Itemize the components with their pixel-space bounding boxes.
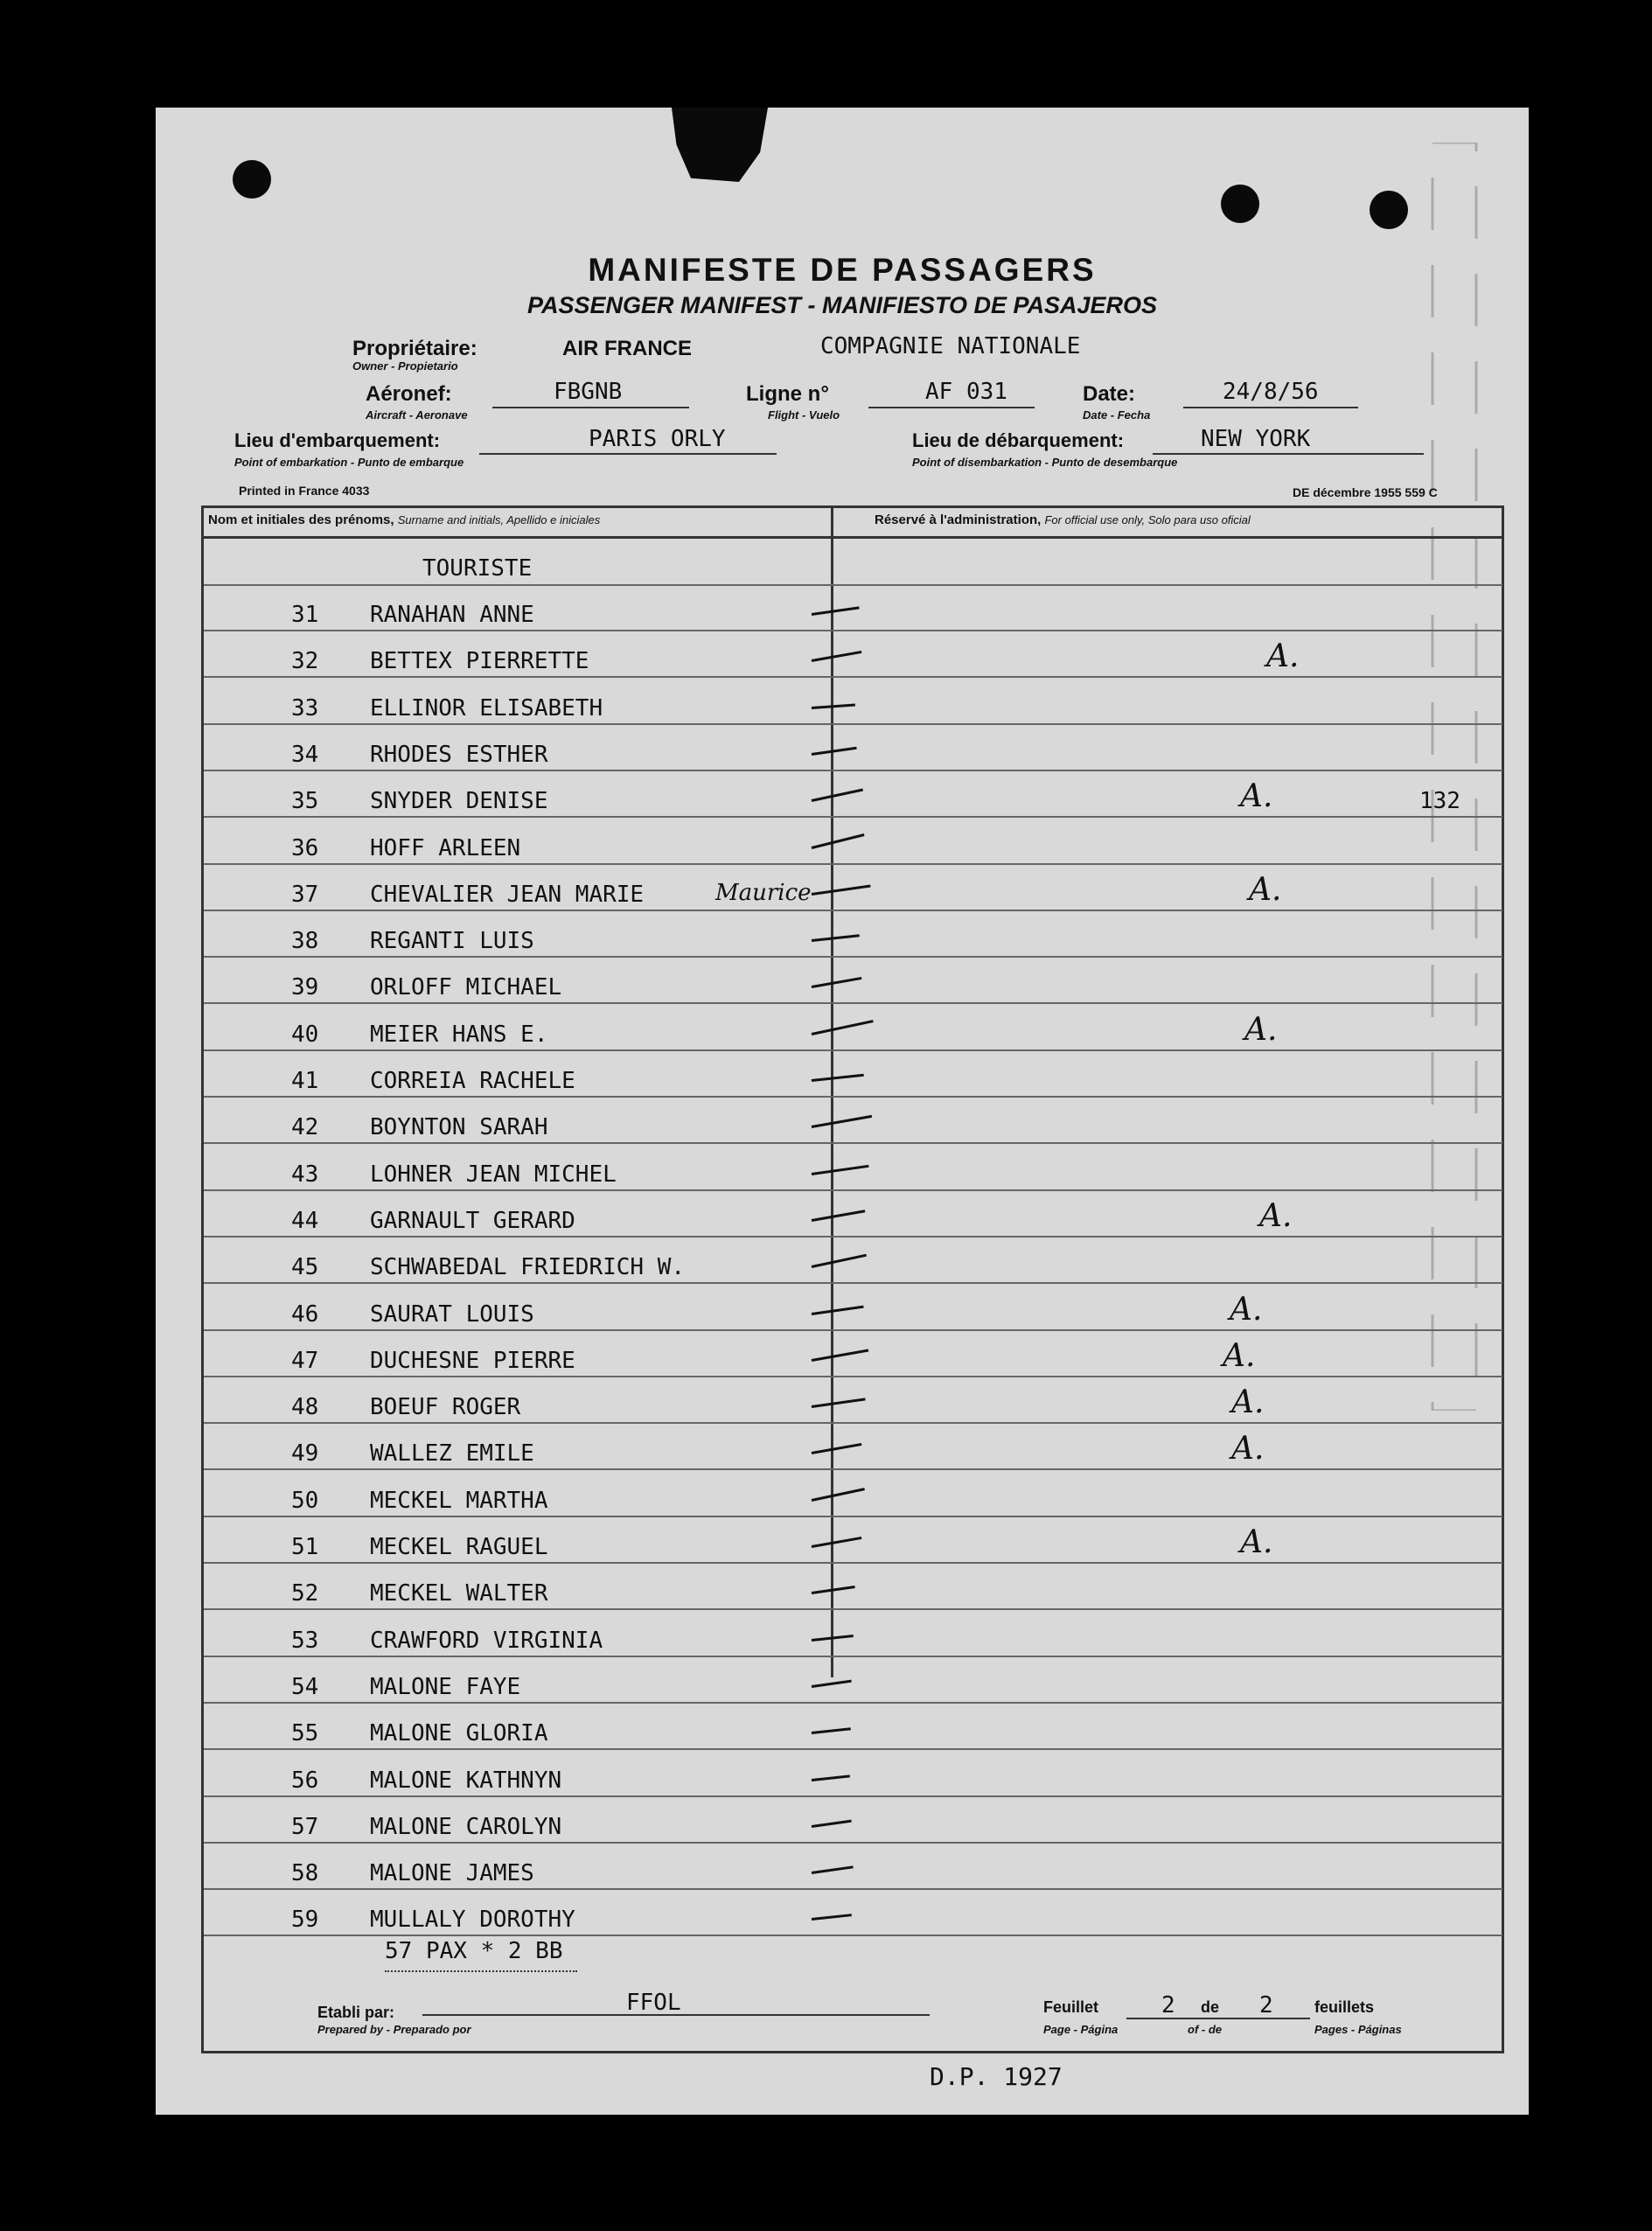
table-row bbox=[204, 680, 1502, 725]
check-tick bbox=[812, 1398, 866, 1408]
flight-label: Ligne n° bbox=[746, 382, 829, 406]
table-row bbox=[204, 1332, 1502, 1377]
check-tick bbox=[812, 1680, 852, 1688]
passenger-name: DUCHESNE PIERRE bbox=[370, 1347, 575, 1374]
passenger-number: 31 bbox=[291, 602, 319, 628]
check-tick bbox=[812, 1443, 862, 1454]
passenger-number: 33 bbox=[291, 694, 319, 722]
passenger-name: MULLALY DOROTHY bbox=[370, 1907, 575, 1934]
document-title: MANIFESTE DE PASSAGERS bbox=[588, 252, 1097, 288]
row-rule bbox=[204, 1329, 1502, 1331]
check-tick bbox=[812, 1349, 869, 1361]
check-tick bbox=[812, 1865, 854, 1874]
check-tick bbox=[812, 1305, 864, 1314]
check-tick bbox=[812, 1819, 852, 1827]
sheet-sublabel-of: of - de bbox=[1188, 2023, 1222, 2036]
table-row bbox=[204, 726, 1502, 771]
check-tick bbox=[812, 606, 860, 616]
passenger-name: BOEUF ROGER bbox=[370, 1394, 521, 1421]
passenger-name: RHODES ESTHER bbox=[370, 741, 548, 768]
name-column-header-italic: Surname and initials, Apellido e iniciales bbox=[397, 513, 601, 526]
admin-mark: A. bbox=[1259, 1197, 1293, 1234]
check-tick bbox=[812, 747, 857, 756]
aircraft-label: Aéronef: bbox=[366, 382, 452, 406]
row-rule bbox=[204, 1608, 1502, 1610]
aircraft-value: FBGNB bbox=[554, 379, 623, 405]
embark-underline bbox=[479, 453, 777, 455]
owner-value: AIR FRANCE bbox=[562, 337, 692, 360]
total-line: 57 PAX * 2 BB bbox=[385, 1938, 563, 1964]
sheet-sublabel: Page - Página bbox=[1043, 2023, 1119, 2036]
passenger-name: HOFF ARLEEN bbox=[370, 834, 521, 861]
passenger-number: 41 bbox=[291, 1068, 319, 1094]
passenger-number: 35 bbox=[291, 788, 319, 815]
admin-mark: A. bbox=[1231, 1384, 1265, 1421]
aircraft-sublabel: Aircraft - Aeronave bbox=[366, 408, 468, 422]
passenger-number: 59 bbox=[291, 1907, 319, 1934]
flight-value: AF 031 bbox=[925, 379, 1007, 405]
punch-hole bbox=[1370, 191, 1408, 229]
table-row bbox=[204, 1518, 1502, 1564]
admin-mark: A. bbox=[1223, 1337, 1256, 1374]
row-rule bbox=[204, 1282, 1502, 1284]
row-rule bbox=[204, 1049, 1502, 1051]
passenger-name: ELLINOR ELISABETH bbox=[370, 694, 603, 722]
passenger-number: 34 bbox=[291, 741, 319, 768]
check-tick bbox=[812, 789, 863, 802]
passenger-name: ORLOFF MICHAEL bbox=[370, 974, 562, 1001]
admin-mark: A. bbox=[1244, 1011, 1278, 1048]
passenger-name: REGANTI LUIS bbox=[370, 928, 534, 955]
table-row bbox=[204, 1286, 1502, 1331]
passenger-name: RANAHAN ANNE bbox=[370, 602, 534, 628]
check-tick bbox=[812, 1635, 854, 1642]
date-sublabel: Date - Fecha bbox=[1083, 408, 1151, 422]
table-row bbox=[204, 1238, 1502, 1284]
passenger-name: BETTEX PIERRETTE bbox=[370, 648, 589, 675]
check-tick bbox=[812, 934, 860, 942]
sheet-number: 2 bbox=[1161, 1992, 1175, 2018]
passenger-number: 51 bbox=[291, 1534, 319, 1560]
disembark-sublabel: Point of disembarkation - Punto de desembarque bbox=[912, 456, 1178, 469]
table-row bbox=[204, 912, 1502, 958]
manifest-sheet bbox=[156, 108, 1529, 2115]
check-tick bbox=[812, 833, 865, 849]
date-underline bbox=[1183, 407, 1358, 408]
table-row bbox=[204, 866, 1502, 911]
row-rule bbox=[204, 910, 1502, 911]
date-value: 24/8/56 bbox=[1223, 379, 1319, 405]
admin-number: 132 bbox=[1419, 788, 1460, 815]
admin-mark: A. bbox=[1240, 1524, 1273, 1560]
passenger-name: CRAWFORD VIRGINIA bbox=[370, 1627, 603, 1654]
row-rule bbox=[204, 1702, 1502, 1704]
passenger-number: 57 bbox=[291, 1813, 319, 1840]
row-rule bbox=[204, 630, 1502, 631]
table-row bbox=[204, 1658, 1502, 1704]
passenger-number: 32 bbox=[291, 648, 319, 675]
disembark-value: NEW YORK bbox=[1201, 426, 1311, 452]
printed-note: Printed in France 4033 bbox=[239, 484, 370, 498]
row-rule bbox=[204, 1516, 1502, 1517]
check-tick bbox=[812, 1210, 866, 1222]
passenger-number: 36 bbox=[291, 834, 319, 861]
row-rule bbox=[204, 1002, 1502, 1004]
table-row bbox=[204, 586, 1502, 631]
table-row bbox=[204, 1752, 1502, 1797]
row-rule bbox=[204, 1562, 1502, 1564]
check-tick bbox=[812, 703, 855, 708]
passenger-name: BOYNTON SARAH bbox=[370, 1114, 548, 1141]
table-row bbox=[204, 1052, 1502, 1098]
check-tick bbox=[812, 1774, 850, 1781]
check-tick bbox=[812, 977, 862, 988]
row-rule bbox=[204, 1096, 1502, 1098]
name-column-header-text: Nom et initiales des prénoms, bbox=[208, 512, 394, 527]
table-row bbox=[204, 1798, 1502, 1844]
passenger-name: CHEVALIER JEAN MARIE bbox=[370, 881, 645, 908]
check-tick bbox=[812, 1488, 865, 1502]
row-rule bbox=[204, 1236, 1502, 1238]
embark-sublabel: Point of embarkation - Punto de embarque bbox=[234, 456, 464, 469]
date-label: Date: bbox=[1083, 382, 1136, 406]
check-tick bbox=[812, 884, 871, 895]
table-row bbox=[204, 1378, 1502, 1424]
check-tick bbox=[812, 1115, 872, 1128]
sheet-total: 2 bbox=[1259, 1992, 1273, 2018]
passenger-name: SCHWABEDAL FRIEDRICH W. bbox=[370, 1254, 686, 1281]
check-tick bbox=[812, 1020, 874, 1035]
admin-column-header bbox=[875, 512, 1251, 527]
admin-mark: A. bbox=[1240, 778, 1273, 815]
passenger-name: MALONE FAYE bbox=[370, 1673, 521, 1700]
admin-mark: A. bbox=[1249, 871, 1282, 908]
passenger-number: 39 bbox=[291, 974, 319, 1001]
table-row bbox=[204, 1891, 1502, 1936]
company-name: COMPAGNIE NATIONALE bbox=[820, 333, 1081, 359]
passenger-name: LOHNER JEAN MICHEL bbox=[370, 1161, 617, 1188]
sheet-unit: feuillets bbox=[1314, 1998, 1375, 2016]
embark-value: PARIS ORLY bbox=[589, 426, 726, 452]
passenger-number: 42 bbox=[291, 1114, 319, 1141]
passenger-name: MALONE JAMES bbox=[370, 1860, 534, 1887]
row-rule bbox=[204, 1189, 1502, 1191]
passenger-number: 52 bbox=[291, 1580, 319, 1607]
passenger-number: 55 bbox=[291, 1720, 319, 1747]
aircraft-underline bbox=[492, 407, 689, 408]
check-tick bbox=[812, 1164, 869, 1175]
sheet-underline bbox=[1126, 2018, 1310, 2019]
check-tick bbox=[812, 1727, 851, 1734]
check-tick bbox=[812, 1586, 855, 1594]
passenger-name: MALONE CAROLYN bbox=[370, 1813, 562, 1840]
passenger-number: 46 bbox=[291, 1300, 319, 1328]
table-row bbox=[204, 1612, 1502, 1657]
table-row bbox=[204, 1472, 1502, 1517]
passenger-number: 45 bbox=[291, 1254, 319, 1281]
row-rule bbox=[204, 1142, 1502, 1144]
table-row bbox=[204, 1146, 1502, 1191]
torn-notch bbox=[672, 108, 768, 182]
table-row bbox=[204, 1565, 1502, 1610]
table-row bbox=[204, 632, 1502, 678]
admin-column-header-italic: For official use only, Solo para uso oficial bbox=[1044, 513, 1251, 526]
sheet-of: de bbox=[1201, 1998, 1220, 2016]
row-rule bbox=[204, 1422, 1502, 1424]
passenger-name: SAURAT LOUIS bbox=[370, 1300, 534, 1328]
row-rule bbox=[204, 1468, 1502, 1470]
passenger-name: MEIER HANS E. bbox=[370, 1021, 548, 1048]
passenger-number: 44 bbox=[291, 1207, 319, 1234]
passenger-number: 40 bbox=[291, 1021, 319, 1048]
header-rule bbox=[204, 536, 1502, 539]
sheet-sublabel-pages: Pages - Páginas bbox=[1314, 2023, 1402, 2036]
table-row bbox=[204, 1098, 1502, 1144]
table-row bbox=[204, 1425, 1502, 1470]
row-rule bbox=[204, 816, 1502, 818]
embark-label: Lieu d'embarquement: bbox=[234, 429, 441, 451]
section-heading: TOURISTE bbox=[422, 555, 533, 582]
admin-column-header-text: Réservé à l'administration, bbox=[875, 512, 1042, 527]
check-tick bbox=[812, 651, 862, 662]
passenger-name: SNYDER DENISE bbox=[370, 788, 548, 815]
row-rule bbox=[204, 863, 1502, 865]
passenger-name: MECKEL MARTHA bbox=[370, 1487, 548, 1514]
passenger-number: 50 bbox=[291, 1487, 319, 1514]
punch-hole bbox=[233, 160, 271, 199]
admin-mark: A. bbox=[1231, 1431, 1265, 1468]
sheet-label: Feuillet bbox=[1043, 1998, 1099, 2016]
row-rule bbox=[204, 770, 1502, 771]
row-rule bbox=[204, 723, 1502, 725]
table-row bbox=[204, 1705, 1502, 1750]
form-code: DE décembre 1955 559 C bbox=[1293, 485, 1438, 499]
handwritten-annotation: Maurice bbox=[715, 879, 812, 906]
table-row bbox=[204, 1192, 1502, 1238]
admin-mark: A. bbox=[1230, 1291, 1263, 1328]
passenger-number: 54 bbox=[291, 1673, 319, 1700]
disembark-underline bbox=[1153, 453, 1424, 455]
row-rule bbox=[204, 1935, 1502, 1936]
disembark-label: Lieu de débarquement: bbox=[912, 429, 1125, 451]
table-row bbox=[204, 819, 1502, 865]
passenger-name: GARNAULT GERARD bbox=[370, 1207, 575, 1234]
table-row bbox=[204, 959, 1502, 1004]
row-rule bbox=[204, 1748, 1502, 1750]
passenger-number: 49 bbox=[291, 1440, 319, 1468]
prepared-label: Etabli par: bbox=[317, 2004, 395, 2021]
passenger-number: 38 bbox=[291, 928, 319, 955]
row-rule bbox=[204, 676, 1502, 678]
name-column-header bbox=[208, 512, 600, 527]
check-tick bbox=[812, 1537, 862, 1548]
punch-hole bbox=[1221, 185, 1259, 223]
prepared-sublabel: Prepared by - Preparado por bbox=[317, 2023, 471, 2036]
row-rule bbox=[204, 1842, 1502, 1844]
passenger-name: WALLEZ EMILE bbox=[370, 1440, 534, 1468]
passenger-name: MALONE KATHNYN bbox=[370, 1767, 562, 1794]
passenger-name: MECKEL WALTER bbox=[370, 1580, 548, 1607]
check-tick bbox=[812, 1254, 867, 1268]
passenger-name: MALONE GLORIA bbox=[370, 1720, 548, 1747]
check-tick bbox=[812, 1074, 864, 1082]
passenger-number: 58 bbox=[291, 1860, 319, 1887]
row-rule bbox=[204, 1376, 1502, 1377]
row-rule bbox=[204, 1656, 1502, 1657]
owner-sublabel: Owner - Propietario bbox=[352, 359, 458, 373]
passenger-number: 47 bbox=[291, 1347, 319, 1374]
passenger-number: 37 bbox=[291, 881, 319, 908]
row-rule bbox=[204, 1795, 1502, 1797]
flight-underline bbox=[868, 407, 1035, 408]
document-subtitle: PASSENGER MANIFEST - MANIFIESTO DE PASAJEROS bbox=[526, 292, 1158, 318]
owner-label: Propriétaire: bbox=[352, 337, 477, 360]
prepared-value: FFOL bbox=[626, 1990, 681, 2016]
passenger-name: CORREIA RACHELE bbox=[370, 1068, 575, 1094]
bottom-note: D.P. 1927 bbox=[930, 2062, 1063, 2091]
admin-mark: A. bbox=[1266, 638, 1300, 675]
check-tick bbox=[812, 1914, 852, 1921]
row-rule bbox=[204, 956, 1502, 958]
passenger-name: MECKEL RAGUEL bbox=[370, 1534, 548, 1560]
passenger-number: 53 bbox=[291, 1627, 319, 1654]
passenger-number: 43 bbox=[291, 1161, 319, 1188]
total-underline bbox=[385, 1970, 577, 1972]
row-rule bbox=[204, 1888, 1502, 1890]
passenger-number: 48 bbox=[291, 1394, 319, 1421]
table-row bbox=[204, 772, 1502, 818]
flight-sublabel: Flight - Vuelo bbox=[768, 408, 840, 422]
table-row bbox=[204, 1844, 1502, 1890]
table-row bbox=[204, 1006, 1502, 1051]
passenger-number: 56 bbox=[291, 1767, 319, 1794]
